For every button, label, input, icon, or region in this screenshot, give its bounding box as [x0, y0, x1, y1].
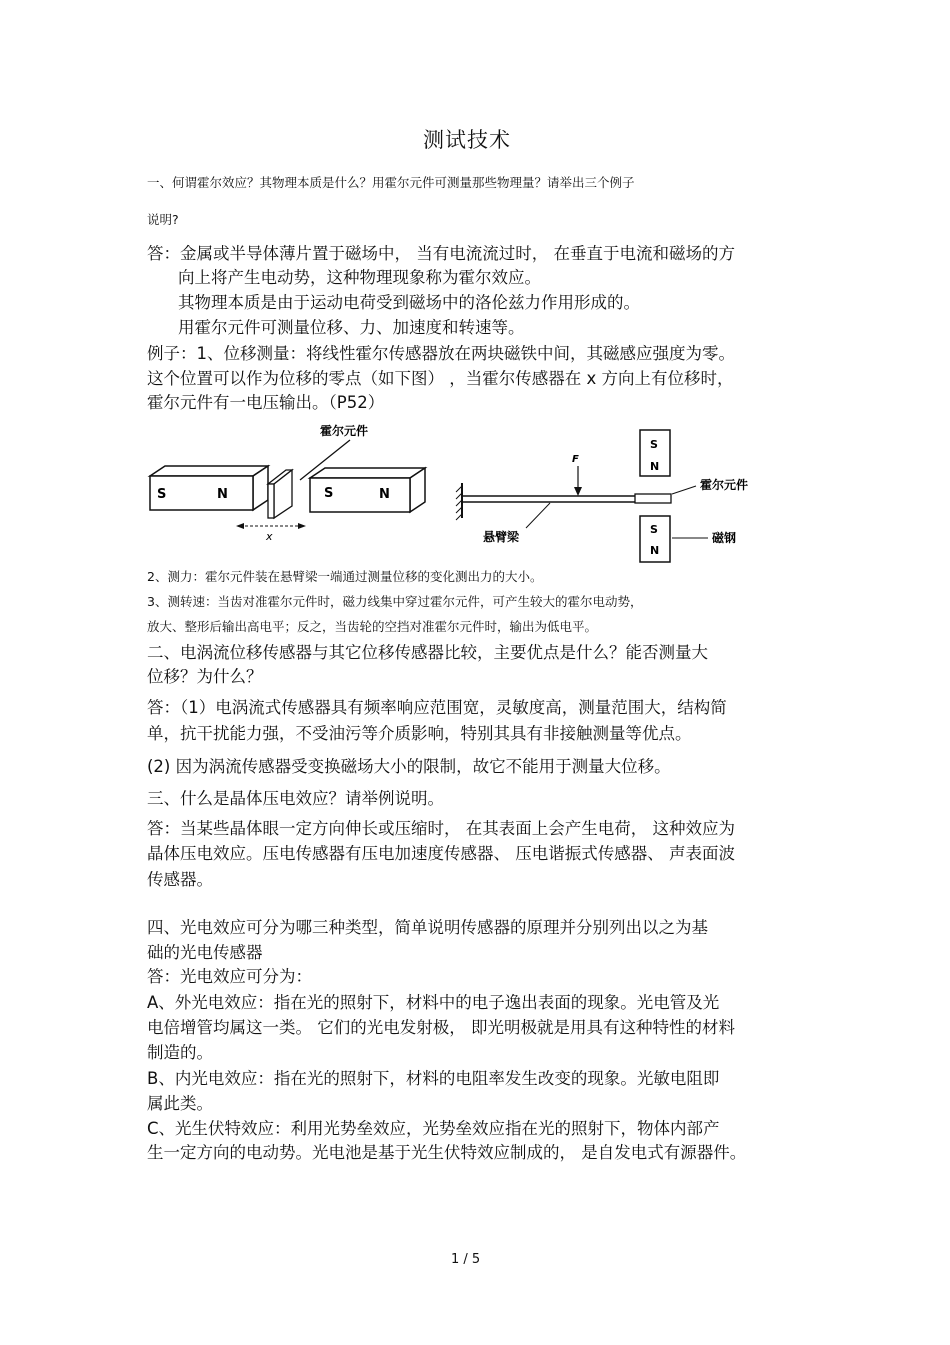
hall-element-label-left: 霍尔元件	[320, 424, 369, 438]
answer-3-line-1: 答：当某些晶体眼一定方向伸长或压缩时， 在其表面上会产生电荷， 这种效应为	[147, 819, 735, 838]
question-2-line-1: 二、电涡流位移传感器与其它位移传感器比较，主要优点是什么？能否测量大	[147, 643, 708, 662]
question-1-line-1: 一、何谓霍尔效应？其物理本质是什么？用霍尔元件可测量那些物理量？请举出三个例子	[147, 175, 635, 190]
svg-text:S: S	[650, 438, 658, 451]
magnetic-steel-label: 磁钢	[712, 531, 737, 545]
answer-1-line-7: 霍尔元件有一电压输出。（P52）	[147, 393, 385, 412]
svg-text:N: N	[650, 544, 660, 557]
answer-3-line-3: 传感器。	[147, 870, 213, 889]
page-title: 测试技术	[423, 128, 511, 152]
svg-text:N: N	[650, 460, 660, 473]
svg-text:N: N	[217, 487, 228, 502]
answer-4-line-4: 制造的。	[147, 1043, 213, 1062]
answer-4-line-7: C、光生伏特效应：利用光势垒效应，光势垒效应指在光的照射下，物体内部产	[147, 1119, 720, 1138]
answer-2-line-1: 答：（1）电涡流式传感器具有频率响应范围宽，灵敏度高，测量范围大，结构简	[147, 698, 727, 717]
hall-element	[268, 470, 292, 518]
answer-1-line-4: 用霍尔元件可测量位移、力、加速度和转速等。	[178, 318, 525, 337]
example-3-line-2: 放大、整形后输出高电平；反之，当齿轮的空挡对准霍尔元件时，输出为低电平。	[147, 619, 598, 634]
beam-label: 悬臂梁	[483, 530, 520, 544]
example-2: 2、测力：霍尔元件装在悬臂梁一端通过测量位移的变化测出力的大小。	[147, 569, 543, 584]
answer-1-line-5: 例子：1、位移测量：将线性霍尔传感器放在两块磁铁中间，其磁感应强度为零。	[147, 344, 735, 363]
answer-4-line-2: A、外光电效应：指在光的照射下，材料中的电子逸出表面的现象。光电管及光	[147, 993, 720, 1012]
answer-2-line-3: (2) 因为涡流传感器受变换磁场大小的限制，故它不能用于测量大位移。	[147, 757, 671, 776]
page-number: 1 / 5	[451, 1252, 481, 1267]
answer-1-line-1: 答：金属或半导体薄片置于磁场中， 当有电流流过时， 在垂直于电流和磁场的方	[147, 244, 735, 263]
question-4-line-1: 四、光电效应可分为哪三种类型，简单说明传感器的原理并分别列出以之为基	[147, 918, 708, 937]
example-3-line-1: 3、测转速：当齿对准霍尔元件时，磁力线集中穿过霍尔元件，可产生较大的霍尔电动势，	[147, 594, 643, 609]
answer-1-line-3: 其物理本质是由于运动电荷受到磁场中的洛伦兹力作用形成的。	[178, 293, 640, 312]
svg-text:S: S	[157, 487, 167, 502]
magnet-right	[310, 468, 425, 512]
question-4-line-2: 础的光电传感器	[147, 943, 263, 962]
question-2-line-2: 位移？为什么？	[147, 667, 263, 686]
answer-1-line-6: 这个位置可以作为位移的零点（如下图） ，当霍尔传感器在 x 方向上有位移时，	[147, 369, 734, 388]
question-3: 三、什么是晶体压电效应？请举例说明。	[147, 789, 444, 808]
svg-text:N: N	[379, 487, 390, 502]
magnet-left	[150, 466, 268, 510]
answer-4-line-1: 答：光电效应可分为：	[147, 967, 312, 986]
answer-1-line-2: 向上将产生电动势，这种物理现象称为霍尔效应。	[178, 268, 541, 287]
hall-element-label-right: 霍尔元件	[700, 478, 749, 492]
displacement-arrow	[236, 523, 306, 543]
hall-sensor-figure	[140, 418, 770, 566]
force-label: F	[572, 454, 579, 465]
hall-element-tip	[635, 494, 671, 503]
svg-text:x: x	[266, 530, 273, 543]
svg-text:S: S	[324, 486, 334, 501]
answer-4-line-5: B、内光电效应：指在光的照射下，材料的电阻率发生改变的现象。光敏电阻即	[147, 1069, 720, 1088]
question-1-line-2: 说明?	[147, 212, 179, 227]
answer-4-line-8: 生一定方向的电动势。光电池是基于光生伏特效应制成的， 是自发电式有源器件。	[147, 1143, 747, 1162]
answer-2-line-2: 单，抗干扰能力强，不受油污等介质影响，特别其具有非接触测量等优点。	[147, 724, 692, 743]
cantilever-diagram	[456, 430, 748, 562]
svg-text:S: S	[650, 523, 658, 536]
answer-4-line-6: 属此类。	[147, 1094, 213, 1113]
answer-3-line-2: 晶体压电效应。压电传感器有压电加速度传感器、 压电谐振式传感器、 声表面波	[147, 844, 735, 863]
answer-4-line-3: 电倍增管均属这一类。 它们的光电发射极， 即光明极就是用具有这种特性的材料	[147, 1018, 735, 1037]
